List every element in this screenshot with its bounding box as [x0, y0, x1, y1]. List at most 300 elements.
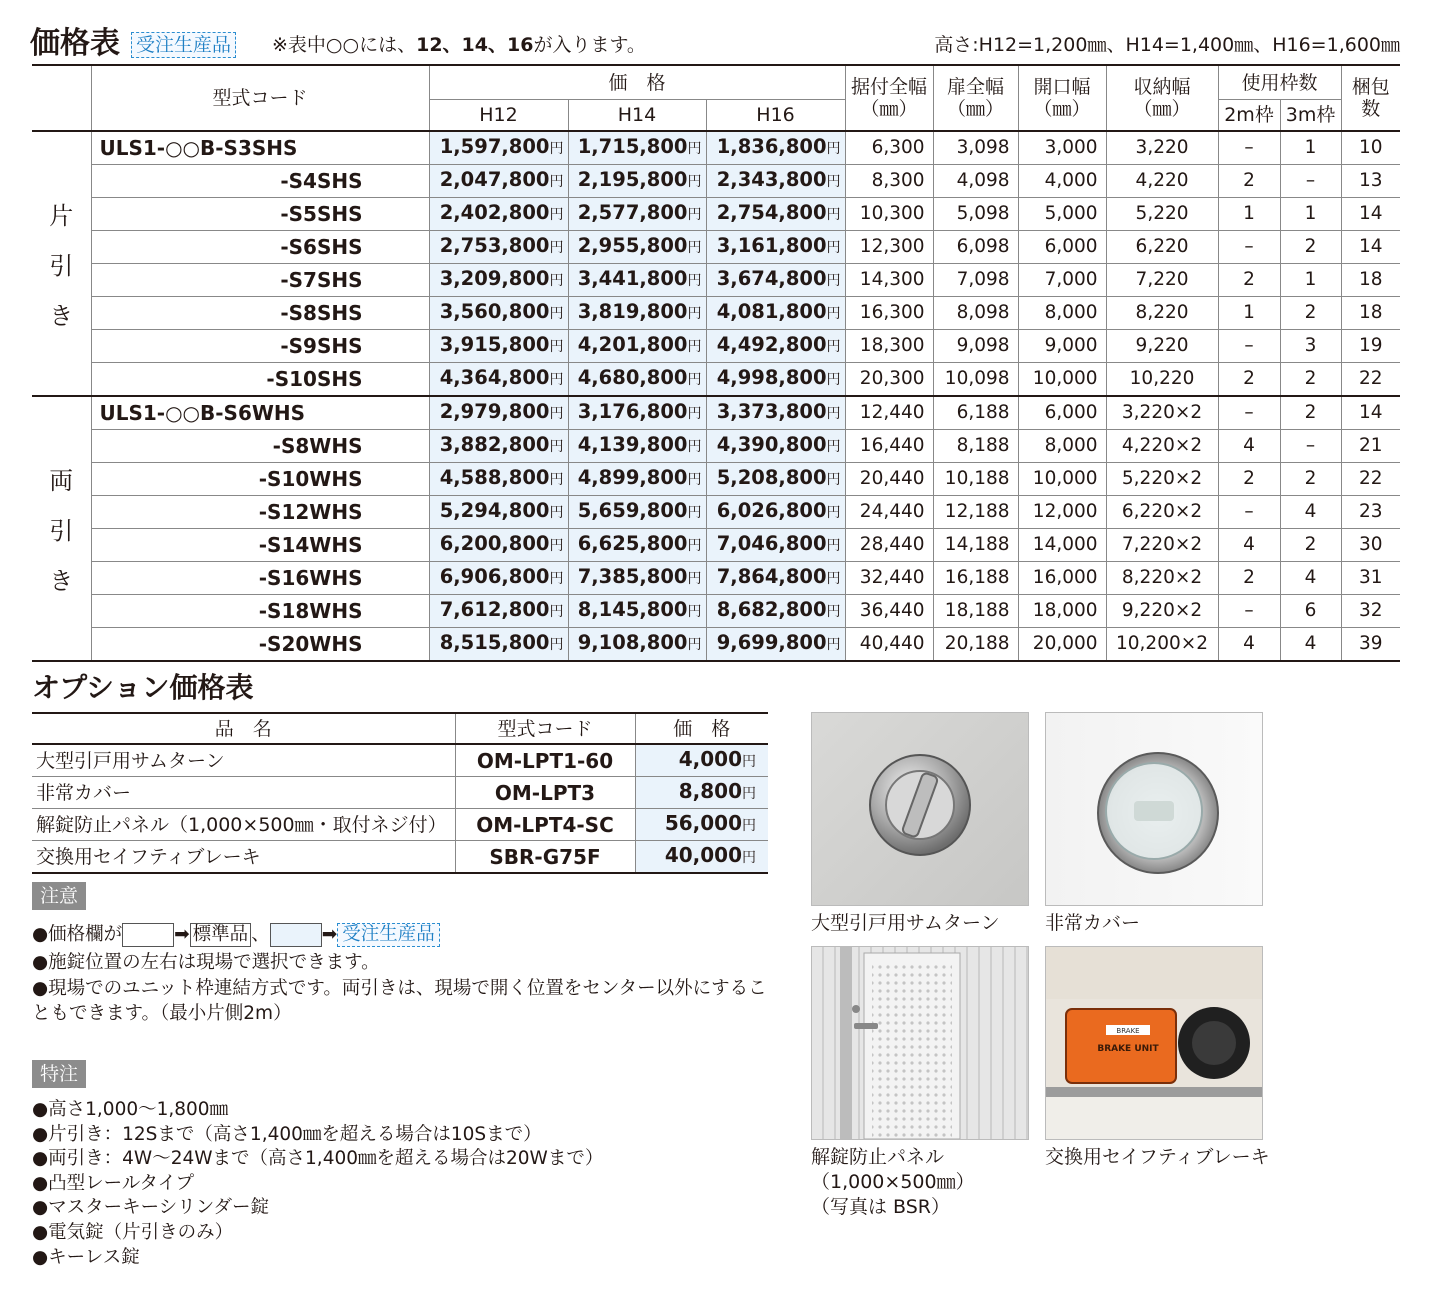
brake-caption: 交換用セイフティブレーキ	[1045, 1146, 1270, 1168]
price-h14	[568, 463, 706, 496]
option-code: OM-LPT4-SC	[455, 809, 635, 841]
yen-unit: 円	[826, 472, 841, 488]
package-count: 21	[1341, 430, 1400, 463]
install-width: 40,440	[845, 628, 933, 662]
frames-3m: 4	[1280, 496, 1341, 529]
price-value: 4,680,800	[577, 366, 688, 389]
package-count: 32	[1341, 595, 1400, 628]
group-label-char: き	[49, 301, 74, 330]
price-value: 4,000	[678, 747, 742, 771]
table-row	[32, 264, 1400, 297]
group-label-char: 引	[49, 251, 74, 280]
yen-unit: 円	[687, 240, 702, 256]
package-count: 31	[1341, 562, 1400, 595]
table-row	[32, 396, 1400, 430]
model-code: ULS1-○○B-S3SHS	[91, 131, 429, 165]
price-value: 40,000	[664, 843, 742, 867]
price-h16	[706, 595, 845, 628]
corner-cell	[32, 65, 91, 131]
table-row	[32, 131, 1400, 165]
note-numbers: 12、14、16	[416, 34, 534, 56]
price-value: 3,161,800	[716, 234, 827, 257]
header-model-code: 型式コード	[91, 65, 429, 131]
yen-unit: 円	[826, 538, 841, 554]
brake-label-small: BRAKE	[1116, 1027, 1140, 1035]
price-value: 7,385,800	[577, 565, 688, 588]
header-h14: H14	[568, 100, 706, 132]
yen-unit: 円	[549, 306, 564, 322]
price-value: 4,364,800	[439, 366, 550, 389]
notes-tag: 注意	[32, 882, 86, 910]
price-h14	[568, 363, 706, 397]
install-width: 12,300	[845, 231, 933, 264]
yen-unit: 円	[826, 604, 841, 620]
price-h16	[706, 297, 845, 330]
special-item: ●高さ1,000〜1,800㎜	[32, 1099, 229, 1120]
header-h12: H12	[429, 100, 568, 132]
storage-width: 4,220	[1106, 165, 1218, 198]
table-row	[32, 231, 1400, 264]
price-value: 5,208,800	[716, 466, 827, 489]
table-row	[32, 562, 1400, 595]
price-h14	[568, 628, 706, 662]
options-header-price: 価 格	[635, 713, 768, 744]
yen-unit: 円	[687, 207, 702, 223]
thumb-turn-photo	[811, 712, 1029, 906]
frames-3m: –	[1280, 430, 1341, 463]
yen-unit: 円	[687, 505, 702, 521]
price-value: 2,343,800	[716, 168, 827, 191]
price-value: 2,754,800	[716, 201, 827, 224]
price-value: 7,046,800	[716, 532, 827, 555]
door-width: 6,098	[933, 231, 1018, 264]
header-door-width: 扉全幅 （㎜）	[933, 65, 1018, 131]
option-code: OM-LPT1-60	[455, 744, 635, 777]
price-h16	[706, 198, 845, 231]
door-width: 5,098	[933, 198, 1018, 231]
price-value: 8,145,800	[577, 598, 688, 621]
brake-label: BRAKE UNIT	[1097, 1044, 1159, 1054]
opening-width: 8,000	[1018, 297, 1106, 330]
price-value: 4,492,800	[716, 333, 827, 356]
yen-unit: 円	[826, 571, 841, 587]
price-h12	[429, 231, 568, 264]
model-code: -S5SHS	[91, 198, 429, 231]
yen-unit: 円	[826, 240, 841, 256]
frames-3m: 2	[1280, 463, 1341, 496]
door-width: 9,098	[933, 330, 1018, 363]
table-row	[32, 297, 1400, 330]
frames-2m: 2	[1218, 363, 1280, 397]
frames-2m: –	[1218, 231, 1280, 264]
price-h16	[706, 231, 845, 264]
price-h12	[429, 463, 568, 496]
price-h12	[429, 330, 568, 363]
price-value: 8,515,800	[439, 631, 550, 654]
price-value: 3,441,800	[577, 267, 688, 290]
option-price	[635, 744, 768, 777]
model-code: -S4SHS	[91, 165, 429, 198]
legend-standard: 標準品	[190, 923, 252, 947]
price-value: 2,979,800	[439, 400, 550, 423]
storage-width: 6,220×2	[1106, 496, 1218, 529]
frames-3m: 2	[1280, 363, 1341, 397]
options-header-code: 型式コード	[455, 713, 635, 744]
price-h16	[706, 264, 845, 297]
door-width: 12,188	[933, 496, 1018, 529]
install-width: 8,300	[845, 165, 933, 198]
yen-unit: 円	[826, 439, 841, 455]
frames-2m: 2	[1218, 165, 1280, 198]
frames-3m: 4	[1280, 628, 1341, 662]
price-value: 3,915,800	[439, 333, 550, 356]
option-code: OM-LPT3	[455, 777, 635, 809]
note-suffix: が入ります。	[533, 34, 646, 56]
yen-unit: 円	[687, 538, 702, 554]
frames-3m: –	[1280, 165, 1341, 198]
frames-3m: 1	[1280, 131, 1341, 165]
header-h16: H16	[706, 100, 845, 132]
yen-unit: 円	[687, 439, 702, 455]
yen-unit: 円	[549, 571, 564, 587]
page-title: 価格表	[30, 26, 120, 61]
price-h14	[568, 562, 706, 595]
price-value: 9,108,800	[577, 631, 688, 654]
door-width: 3,098	[933, 131, 1018, 165]
price-value: 1,597,800	[439, 135, 550, 158]
package-count: 30	[1341, 529, 1400, 562]
group-label	[32, 396, 91, 661]
option-row	[32, 841, 768, 874]
yen-unit: 円	[826, 207, 841, 223]
header-packages: 梱包 数	[1341, 65, 1400, 131]
frames-2m: 2	[1218, 264, 1280, 297]
price-value: 6,906,800	[439, 565, 550, 588]
note-prefix: ※表中	[272, 34, 326, 56]
opening-width: 7,000	[1018, 264, 1106, 297]
model-code: -S18WHS	[91, 595, 429, 628]
yen-unit: 円	[549, 472, 564, 488]
price-value: 9,699,800	[716, 631, 827, 654]
table-row	[32, 628, 1400, 662]
model-code: -S9SHS	[91, 330, 429, 363]
opening-width: 5,000	[1018, 198, 1106, 231]
option-row	[32, 744, 768, 777]
storage-width: 5,220×2	[1106, 463, 1218, 496]
yen-unit: 円	[826, 505, 841, 521]
price-h14	[568, 330, 706, 363]
option-price	[635, 841, 768, 874]
yen-unit: 円	[687, 174, 702, 190]
frames-3m: 2	[1280, 529, 1341, 562]
price-h14	[568, 264, 706, 297]
header-frame-2m: 2m枠	[1218, 100, 1280, 132]
special-item: ●凸型レールタイプ	[32, 1172, 195, 1194]
frames-2m: –	[1218, 595, 1280, 628]
install-width: 16,440	[845, 430, 933, 463]
install-width: 36,440	[845, 595, 933, 628]
price-value: 8,682,800	[716, 598, 827, 621]
price-h14	[568, 131, 706, 165]
model-code: -S8WHS	[91, 430, 429, 463]
door-width: 7,098	[933, 264, 1018, 297]
group-label-char: 引	[49, 516, 74, 545]
option-price	[635, 777, 768, 809]
height-legend: 高さ:H12=1,200㎜、H14=1,400㎜、H16=1,600㎜	[934, 34, 1400, 56]
door-width: 8,098	[933, 297, 1018, 330]
price-h14	[568, 496, 706, 529]
door-width: 10,098	[933, 363, 1018, 397]
storage-width: 10,220	[1106, 363, 1218, 397]
special-item: ●電気錠（片引きのみ）	[32, 1221, 234, 1243]
install-width: 12,440	[845, 396, 933, 430]
price-value: 2,577,800	[577, 201, 688, 224]
install-width: 16,300	[845, 297, 933, 330]
package-count: 23	[1341, 496, 1400, 529]
price-h12	[429, 595, 568, 628]
price-h12	[429, 165, 568, 198]
group-label	[32, 131, 91, 396]
group-label-char: 両	[49, 466, 74, 495]
options-table	[32, 712, 768, 874]
package-count: 39	[1341, 628, 1400, 662]
yen-unit: 円	[549, 339, 564, 355]
frames-2m: 4	[1218, 430, 1280, 463]
package-count: 22	[1341, 463, 1400, 496]
install-width: 14,300	[845, 264, 933, 297]
price-value: 7,864,800	[716, 565, 827, 588]
yen-unit: 円	[687, 141, 702, 157]
model-code: -S7SHS	[91, 264, 429, 297]
special-order-tag: 特注	[32, 1060, 86, 1088]
options-title: オプション価格表	[32, 671, 254, 704]
opening-width: 4,000	[1018, 165, 1106, 198]
door-width: 10,188	[933, 463, 1018, 496]
special-item: ●マスターキーシリンダー錠	[32, 1197, 270, 1219]
price-value: 2,047,800	[439, 168, 550, 191]
frames-3m: 2	[1280, 396, 1341, 430]
model-code: -S14WHS	[91, 529, 429, 562]
price-value: 3,882,800	[439, 433, 550, 456]
storage-width: 4,220×2	[1106, 430, 1218, 463]
package-count: 18	[1341, 297, 1400, 330]
special-item: ●両引き：4W〜24Wまで（高さ1,400㎜を超える場合は20Wまで）	[32, 1148, 604, 1170]
price-h14	[568, 198, 706, 231]
panel-caption: 解錠防止パネル （1,000×500㎜） （写真は BSR）	[811, 1146, 975, 1218]
note-mid: には、	[359, 34, 417, 56]
price-value: 6,200,800	[439, 532, 550, 555]
package-count: 19	[1341, 330, 1400, 363]
opening-width: 12,000	[1018, 496, 1106, 529]
storage-width: 8,220×2	[1106, 562, 1218, 595]
table-row	[32, 595, 1400, 628]
install-width: 20,300	[845, 363, 933, 397]
price-h12	[429, 297, 568, 330]
price-value: 2,195,800	[577, 168, 688, 191]
door-width: 14,188	[933, 529, 1018, 562]
price-h12	[429, 430, 568, 463]
price-value: 3,373,800	[716, 400, 827, 423]
yen-unit: 円	[687, 571, 702, 587]
thumb-turn-caption: 大型引戸用サムターン	[811, 912, 1000, 934]
price-h16	[706, 330, 845, 363]
price-value: 6,026,800	[716, 499, 827, 522]
storage-width: 9,220	[1106, 330, 1218, 363]
price-value: 8,800	[678, 779, 742, 803]
frames-2m: –	[1218, 330, 1280, 363]
frames-3m: 3	[1280, 330, 1341, 363]
frames-3m: 2	[1280, 231, 1341, 264]
options-header-name: 品 名	[32, 713, 455, 744]
opening-width: 3,000	[1018, 131, 1106, 165]
door-width: 4,098	[933, 165, 1018, 198]
price-value: 4,390,800	[716, 433, 827, 456]
frames-3m: 1	[1280, 264, 1341, 297]
price-h16	[706, 131, 845, 165]
note-marks: ○○	[325, 34, 360, 56]
yen-unit: 円	[687, 472, 702, 488]
yen-unit: 円	[826, 637, 841, 653]
price-value: 4,588,800	[439, 466, 550, 489]
price-value: 1,715,800	[577, 135, 688, 158]
install-width: 24,440	[845, 496, 933, 529]
table-row	[32, 529, 1400, 562]
price-value: 1,836,800	[716, 135, 827, 158]
yen-unit: 円	[549, 141, 564, 157]
price-h14	[568, 231, 706, 264]
header-frame-3m: 3m枠	[1280, 100, 1341, 132]
yen-unit: 円	[549, 505, 564, 521]
yen-unit: 円	[549, 538, 564, 554]
frames-3m: 6	[1280, 595, 1341, 628]
frames-3m: 1	[1280, 198, 1341, 231]
package-count: 14	[1341, 198, 1400, 231]
yen-unit: 円	[549, 273, 564, 289]
door-width: 8,188	[933, 430, 1018, 463]
table-row	[32, 496, 1400, 529]
yen-unit: 円	[549, 174, 564, 190]
opening-width: 18,000	[1018, 595, 1106, 628]
group-label-char: 片	[49, 201, 74, 230]
legend-white-box	[122, 923, 174, 947]
note-item: ●現場でのユニット枠連結方式です。両引きは、現場で開く位置をセンター以外にすることもできます。（最小片側2m）	[32, 978, 767, 1024]
yen-unit: 円	[687, 306, 702, 322]
frames-2m: 2	[1218, 463, 1280, 496]
install-width: 20,440	[845, 463, 933, 496]
safety-brake-photo	[1045, 946, 1263, 1140]
price-h16	[706, 496, 845, 529]
frames-2m: 4	[1218, 529, 1280, 562]
yen-unit: 円	[549, 406, 564, 422]
opening-width: 6,000	[1018, 396, 1106, 430]
yen-unit: 円	[687, 339, 702, 355]
storage-width: 9,220×2	[1106, 595, 1218, 628]
storage-width: 8,220	[1106, 297, 1218, 330]
storage-width: 7,220	[1106, 264, 1218, 297]
option-name: 解錠防止パネル（1,000×500㎜・取付ネジ付）	[32, 809, 455, 841]
price-value: 2,753,800	[439, 234, 550, 257]
frames-2m: –	[1218, 396, 1280, 430]
yen-unit: 円	[826, 372, 841, 388]
option-row	[32, 809, 768, 841]
package-count: 13	[1341, 165, 1400, 198]
yen-unit: 円	[549, 637, 564, 653]
yen-unit: 円	[826, 174, 841, 190]
price-h16	[706, 396, 845, 430]
frames-2m: 4	[1218, 628, 1280, 662]
legend-blue-box	[270, 923, 322, 947]
price-h16	[706, 165, 845, 198]
model-code: -S8SHS	[91, 297, 429, 330]
price-h14	[568, 165, 706, 198]
frames-2m: 1	[1218, 198, 1280, 231]
legend-made-to-order: 受注生産品	[337, 923, 440, 947]
price-value: 5,659,800	[577, 499, 688, 522]
door-width: 18,188	[933, 595, 1018, 628]
yen-unit: 円	[549, 372, 564, 388]
opening-width: 20,000	[1018, 628, 1106, 662]
price-h12	[429, 363, 568, 397]
option-code: SBR-G75F	[455, 841, 635, 874]
price-legend: ●価格欄が ➡ 標準品 、 ➡ 受注生産品	[32, 922, 440, 947]
price-value: 3,209,800	[439, 267, 550, 290]
yen-unit: 円	[826, 273, 841, 289]
price-h12	[429, 562, 568, 595]
install-width: 18,300	[845, 330, 933, 363]
option-name: 大型引戸用サムターン	[32, 744, 455, 777]
door-width: 20,188	[933, 628, 1018, 662]
yen-unit: 円	[687, 604, 702, 620]
price-h12	[429, 198, 568, 231]
price-h14	[568, 430, 706, 463]
model-code: -S16WHS	[91, 562, 429, 595]
yen-unit: 円	[549, 604, 564, 620]
package-count: 14	[1341, 396, 1400, 430]
option-name: 非常カバー	[32, 777, 455, 809]
table-row	[32, 430, 1400, 463]
price-h12	[429, 628, 568, 662]
price-value: 56,000	[664, 811, 742, 835]
install-width: 28,440	[845, 529, 933, 562]
special-order-list	[32, 1098, 603, 1270]
emergency-cover-caption: 非常カバー	[1045, 912, 1141, 934]
yen-unit: 円	[826, 339, 841, 355]
price-h12	[429, 131, 568, 165]
price-value: 4,998,800	[716, 366, 827, 389]
price-value: 2,402,800	[439, 201, 550, 224]
model-code: -S10SHS	[91, 363, 429, 397]
option-row	[32, 777, 768, 809]
frames-2m: 2	[1218, 562, 1280, 595]
opening-width: 16,000	[1018, 562, 1106, 595]
model-code: -S6SHS	[91, 231, 429, 264]
table-row	[32, 198, 1400, 231]
storage-width: 5,220	[1106, 198, 1218, 231]
table-row	[32, 165, 1400, 198]
yen-unit: 円	[549, 439, 564, 455]
install-width: 10,300	[845, 198, 933, 231]
door-width: 16,188	[933, 562, 1018, 595]
storage-width: 3,220	[1106, 131, 1218, 165]
yen-unit: 円	[687, 406, 702, 422]
frames-2m: –	[1218, 496, 1280, 529]
yen-unit: 円	[742, 754, 756, 770]
price-h12	[429, 264, 568, 297]
model-code: ULS1-○○B-S6WHS	[91, 396, 429, 430]
install-width: 6,300	[845, 131, 933, 165]
price-value: 4,081,800	[716, 300, 827, 323]
opening-width: 14,000	[1018, 529, 1106, 562]
